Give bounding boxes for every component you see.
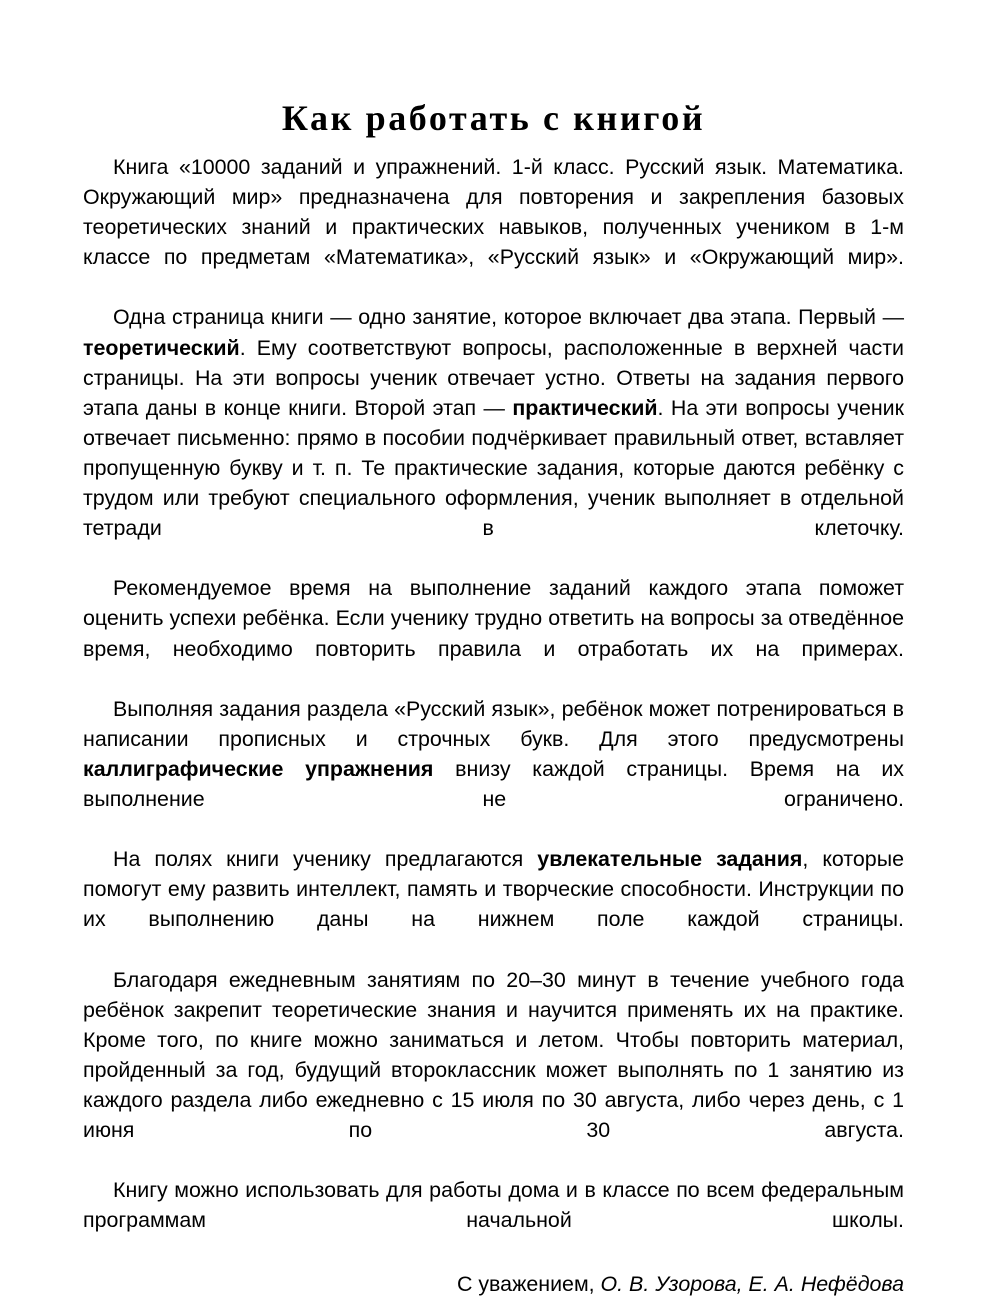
emphasis-text: каллиграфические упражнения — [83, 756, 434, 781]
paragraph-text: . На эти вопросы ученик отвечает письменно: прямо в пособии подчёркивает правильный ответ, вставляет пропущенную букву и т. п. Те практические задания, которые даются ребёнку с трудом или требуют специального оформления, ученик выполняет в отдельной тетради в клеточку. — [83, 395, 904, 541]
paragraph-text: внизу каждой страницы. Время на их выполнение не ограничено. — [83, 756, 904, 811]
paragraph-text: Книгу можно использовать для работы дома и в классе по всем федеральным программам начальной школы. — [83, 1178, 904, 1233]
paragraph-text: На полях книги ученику предлагаются — [113, 847, 538, 872]
paragraph-daily-schedule — [83, 965, 904, 1176]
signature-closing: С уважением, — [456, 1272, 601, 1297]
page-content — [83, 96, 904, 1300]
paragraph-calligraphy-exercises — [83, 694, 904, 844]
paragraph-text: Книга «10000 заданий и упражнений. 1-й класс. Русский язык. Математика. Окружающий мир» предназначена для повторения и закрепления базовых теоретических знаний и практических навыков, полученных учеником в 1-м классе по предметам «Математика», «Русский язык» и «Окружающий мир». — [83, 155, 904, 270]
paragraph-text: Одна страница книги — одно занятие, которое включает два этапа. Первый — — [113, 305, 904, 330]
emphasis-text: теоретический — [83, 335, 240, 360]
paragraph-text: , которые помогут ему развить интеллект, память и творческие способности. Инструкции по их выполнению даны на нижнем поле каждой страницы. — [83, 847, 904, 932]
page-title: Как работать с книгой — [281, 98, 706, 138]
emphasis-text: практический — [512, 395, 658, 420]
paragraph-text: Рекомендуемое время на выполнение заданий каждого этапа поможет оценить успехи ребёнка. Если ученику трудно ответить на вопросы за отведённое время, необходимо повторить правила и отработать их на примерах. — [83, 576, 904, 661]
paragraph-text: . Ему соответствуют вопросы, расположенные в верхней части страницы. На эти вопросы ученик отвечает устно. Ответы на задания первого этапа даны в конце книги. Второй этап — — [83, 335, 904, 420]
paragraph-home-and-class-use — [83, 1175, 904, 1265]
emphasis-text: увлекательные задания — [537, 847, 803, 872]
paragraph-text: Выполняя задания раздела «Русский язык», ребёнок может потренироваться в написании прописных и строчных букв. Для этого предусмотрены — [83, 696, 904, 751]
paragraph-intro-book-description — [83, 152, 904, 302]
paragraph-page-structure-stages — [83, 302, 904, 573]
paragraph-recommended-time — [83, 573, 904, 693]
body-text-block — [83, 152, 904, 1265]
paragraph-margin-tasks — [83, 844, 904, 964]
signature-line — [83, 1269, 904, 1299]
signature-authors: О. В. Узорова, Е. А. Нефёдова — [600, 1272, 904, 1297]
paragraph-text: Благодаря ежедневным занятиям по 20–30 минут в течение учебного года ребёнок закрепит теоретические знания и научится применять их на практике. Кроме того, по книге можно заниматься и летом. Чтобы повторить материал, пройденный за год, будущий второклассник может выполнять по 1 занятию из каждого раздела либо ежедневно с 15 июля по 30 августа, либо через день, с 1 июня по 30 августа. — [83, 967, 904, 1142]
